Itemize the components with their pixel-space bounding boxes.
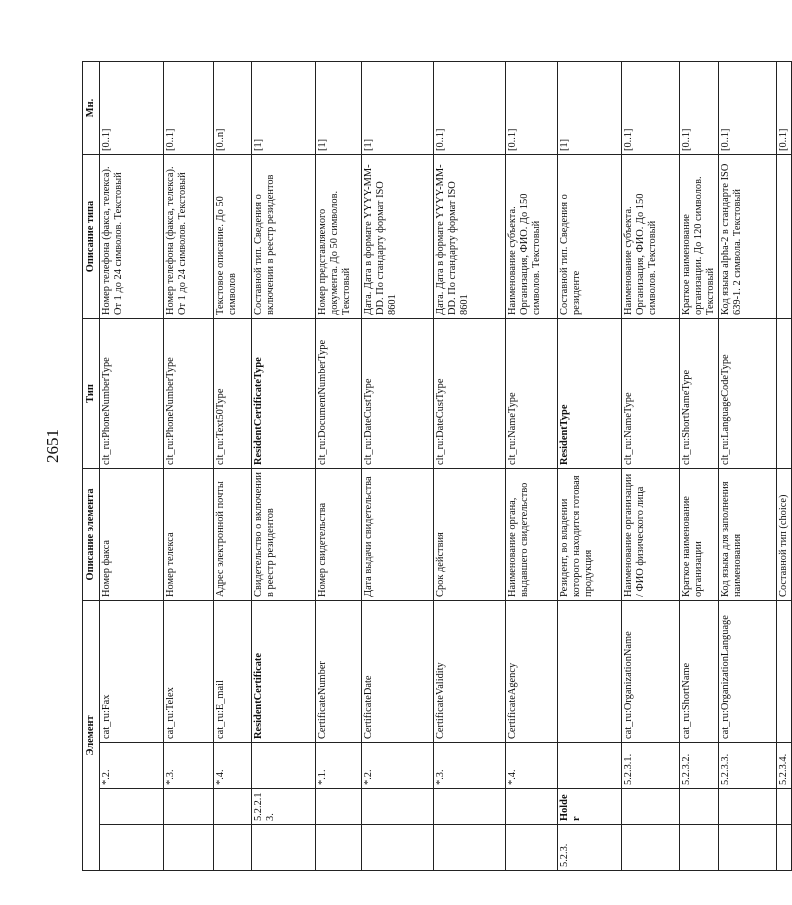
element-desc-cell: Номер телекса — [164, 468, 214, 600]
element-desc-cell: Наименование органа, выдавшего свидетельство — [506, 468, 558, 600]
multiplicity-cell: [1] — [558, 61, 622, 154]
table-header — [83, 61, 100, 870]
level-1-cell — [214, 825, 252, 871]
page-number: 2651 — [43, 429, 62, 463]
level-2-cell — [506, 789, 558, 825]
type-desc-cell: Краткое наименование организации. До 120 символов. Текстовый — [680, 154, 719, 318]
table-row — [622, 61, 680, 870]
multiplicity-cell: [0..1] — [434, 61, 506, 154]
item-number-cell: *.1. — [316, 743, 362, 789]
table-row — [506, 61, 558, 870]
multiplicity-cell: [1] — [316, 61, 362, 154]
table-row — [362, 61, 434, 870]
type-cell: clt_ru:PhoneNumberType — [164, 318, 214, 468]
type-desc-cell: Дата. Дата в формате YYYY-MM-DD. По стандарту формат ISO 8601 — [434, 154, 506, 318]
col-header-type-desc: Описание типа — [83, 154, 100, 318]
table-row — [434, 61, 506, 870]
col-header-type: Тип — [83, 318, 100, 468]
type-cell: clt_ru:PhoneNumberType — [100, 318, 164, 468]
element-desc-cell: Адрес электронной почты — [214, 468, 252, 600]
level-2-cell — [719, 789, 777, 825]
multiplicity-cell: [0..1] — [719, 61, 777, 154]
level-2-cell — [100, 789, 164, 825]
type-desc-cell: Наименование субъекта. Организация, ФИО. До 150 символов. Текстовый — [506, 154, 558, 318]
col-header-element-desc: Описание элемента — [83, 468, 100, 600]
element-desc-cell: Краткое наименование организации — [680, 468, 719, 600]
multiplicity-cell: [1] — [252, 61, 316, 154]
type-cell: clt_ru:LanguageCodeType — [719, 318, 777, 468]
element-name-cell: cat_ru:OrganizationLanguage — [719, 600, 777, 742]
item-number-cell: *.2. — [100, 743, 164, 789]
level-1-cell — [316, 825, 362, 871]
level-1-cell — [622, 825, 680, 871]
element-desc-cell: Код языка для заполнения наименования — [719, 468, 777, 600]
element-name-cell: cat_ru:Fax — [100, 600, 164, 742]
item-number-cell: *.4. — [506, 743, 558, 789]
type-desc-cell: Дата. Дата в формате YYYY-MM-DD. По стандарту формат ISO 8601 — [362, 154, 434, 318]
item-number-cell: 5.2.3.4. — [777, 743, 792, 789]
table-row — [252, 61, 316, 870]
type-desc-cell: Номер телефона (факса, телекса). От 1 до 24 символов. Текстовый — [164, 154, 214, 318]
level-2-cell — [316, 789, 362, 825]
level-1-cell: 5.2.3. — [558, 825, 622, 871]
multiplicity-cell: [1] — [362, 61, 434, 154]
item-number-cell: 5.2.3.1. — [622, 743, 680, 789]
table-row — [777, 61, 792, 870]
type-cell: clt_ru:NameType — [622, 318, 680, 468]
element-name-cell: cat_ru:OrganizationName — [622, 600, 680, 742]
multiplicity-cell: [0..1] — [164, 61, 214, 154]
table-row — [316, 61, 362, 870]
type-cell: clt_ru:NameType — [506, 318, 558, 468]
item-number-cell: 5.2.3.3. — [719, 743, 777, 789]
multiplicity-cell: [0..1] — [506, 61, 558, 154]
element-desc-cell: Номер свидетельства — [316, 468, 362, 600]
table-row — [680, 61, 719, 870]
type-desc-cell: Наименование субъекта. Организация, ФИО. До 150 символов. Текстовый — [622, 154, 680, 318]
level-2-cell — [680, 789, 719, 825]
element-name-cell: cat_ru:ShortName — [680, 600, 719, 742]
item-number-cell: *.3. — [164, 743, 214, 789]
type-cell: clt_ru:DateCustType — [434, 318, 506, 468]
element-name-cell: CertificateValidity — [434, 600, 506, 742]
level-2-cell: Holder — [558, 789, 622, 825]
type-desc-cell: Текстовое описание. До 50 символов — [214, 154, 252, 318]
level-1-cell — [362, 825, 434, 871]
type-cell — [777, 318, 792, 468]
level-1-cell — [100, 825, 164, 871]
table-row — [558, 61, 622, 870]
multiplicity-cell: [0..n] — [214, 61, 252, 154]
type-desc-cell: Составной тип. Сведения о резиденте — [558, 154, 622, 318]
element-name-cell: cat_ru:E_mail — [214, 600, 252, 742]
multiplicity-cell: [0..1] — [100, 61, 164, 154]
level-2-cell: 5.2.2.13. — [252, 789, 316, 825]
level-1-cell — [680, 825, 719, 871]
element-name-cell — [777, 600, 792, 742]
level-1-cell — [777, 825, 792, 871]
level-2-cell — [362, 789, 434, 825]
level-2-cell — [777, 789, 792, 825]
element-desc-cell: Резидент, во владении которого находится готовая продукция — [558, 468, 622, 600]
type-desc-cell: Код языка alpha-2 в стандарте ISO 639-1. 2 символа. Текстовый — [719, 154, 777, 318]
level-2-cell — [622, 789, 680, 825]
element-desc-cell: Составной тип (choice) — [777, 468, 792, 600]
element-name-cell: CertificateNumber — [316, 600, 362, 742]
level-1-cell — [434, 825, 506, 871]
multiplicity-cell: [0..1] — [622, 61, 680, 154]
element-name-cell: ResidentCertificate — [252, 600, 316, 742]
table-row — [164, 61, 214, 870]
level-1-cell — [506, 825, 558, 871]
level-2-cell — [214, 789, 252, 825]
item-number-cell — [252, 743, 316, 789]
type-desc-cell — [777, 154, 792, 318]
type-cell: clt_ru:DateCustType — [362, 318, 434, 468]
table-row — [214, 61, 252, 870]
element-name-cell: cat_ru:Telex — [164, 600, 214, 742]
element-desc-cell: Дата выдачи свидетельства — [362, 468, 434, 600]
type-cell: ResidentCertificateType — [252, 318, 316, 468]
element-name-cell — [558, 600, 622, 742]
item-number-cell — [558, 743, 622, 789]
level-1-cell — [164, 825, 214, 871]
level-1-cell — [252, 825, 316, 871]
col-header-element: Элемент — [83, 600, 100, 870]
type-cell: clt_ru:Text50Type — [214, 318, 252, 468]
type-cell: clt_ru:DocumentNumberType — [316, 318, 362, 468]
item-number-cell: *.4. — [214, 743, 252, 789]
col-header-mult: Мн. — [83, 61, 100, 154]
multiplicity-cell: [0..1] — [680, 61, 719, 154]
multiplicity-cell: [0..1] — [777, 61, 792, 154]
type-cell: ResidentType — [558, 318, 622, 468]
element-name-cell: CertificateDate — [362, 600, 434, 742]
document-page — [82, 62, 789, 871]
type-cell: clt_ru:ShortNameType — [680, 318, 719, 468]
type-desc-cell: Номер телефона (факса, телекса). От 1 до 24 символов. Текстовый — [100, 154, 164, 318]
type-desc-cell: Номер представляемого документа. До 50 символов. Текстовый — [316, 154, 362, 318]
element-desc-cell: Номер факса — [100, 468, 164, 600]
item-number-cell: *.3. — [434, 743, 506, 789]
table-row — [719, 61, 777, 870]
element-desc-cell: Наименование организации / ФИО физического лица — [622, 468, 680, 600]
element-name-cell: CertificateAgency — [506, 600, 558, 742]
item-number-cell: *.2. — [362, 743, 434, 789]
level-2-cell — [164, 789, 214, 825]
level-1-cell — [719, 825, 777, 871]
element-desc-cell: Свидетельство о включении в реестр резидентов — [252, 468, 316, 600]
level-2-cell — [434, 789, 506, 825]
item-number-cell: 5.2.3.2. — [680, 743, 719, 789]
table-row — [100, 61, 164, 870]
schema-table — [82, 61, 792, 871]
element-desc-cell: Срок действия — [434, 468, 506, 600]
type-desc-cell: Составной тип. Сведения о включении в реестр резидентов — [252, 154, 316, 318]
